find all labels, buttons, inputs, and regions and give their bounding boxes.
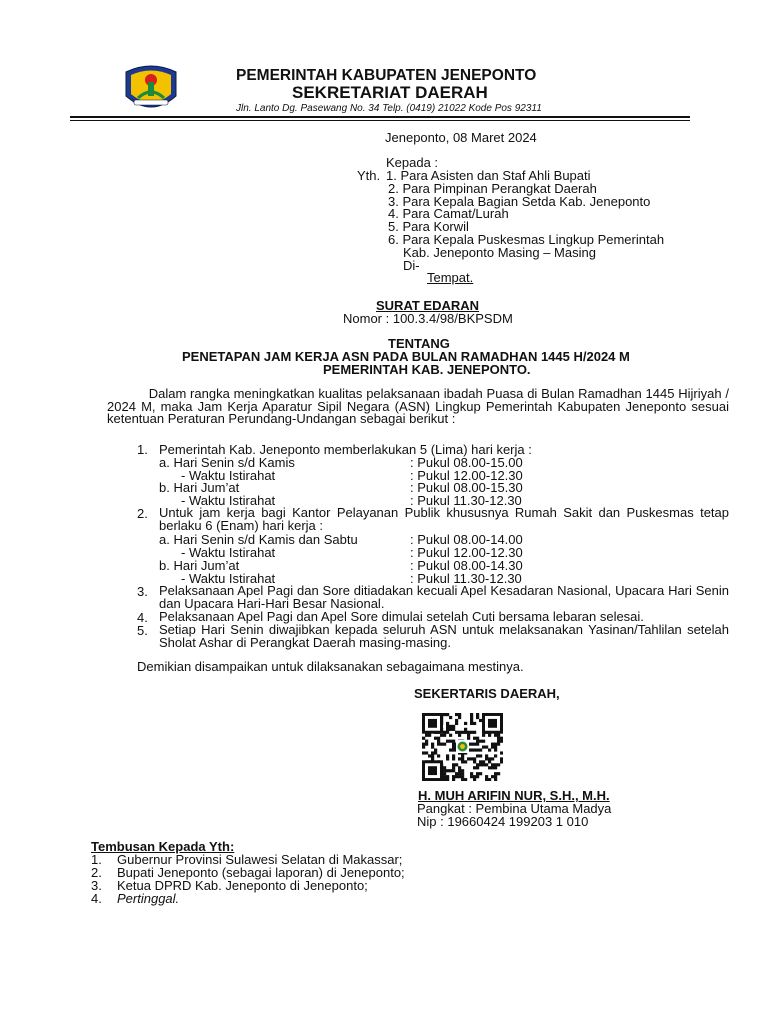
signature-title: SEKERTARIS DAERAH,: [414, 686, 560, 701]
point-text: Pelaksanaan Apel Pagi dan Apel Sore dimulai setelah Cuti bersama lebaran selesai.: [159, 609, 644, 624]
signatory-name: H. MUH ARIFIN NUR, S.H., M.H.: [418, 788, 610, 803]
schedule-time: : Pukul 08.00-14.00: [410, 532, 523, 547]
point-number: 1.: [137, 442, 148, 457]
recipient-item: 1. Para Asisten dan Staf Ahli Bupati: [386, 168, 591, 183]
recipient-item: 6. Para Kepala Puskesmas Lingkup Pemerintah: [388, 232, 665, 247]
point-number: 3.: [137, 584, 148, 599]
signatory-rank: Pangkat : Pembina Utama Madya: [417, 801, 612, 816]
letterhead-divider-thin: [70, 120, 690, 121]
schedule-time: : Pukul 12.00-12.30: [410, 468, 523, 483]
cc-item-text: Ketua DPRD Kab. Jeneponto di Jeneponto;: [117, 878, 368, 893]
schedule-label: a. Hari Senin s/d Kamis dan Sabtu: [159, 532, 358, 547]
schedule-time: : Pukul 11.30-12.30: [410, 493, 522, 508]
letterhead-divider-thick: [70, 116, 690, 118]
point-text: Untuk jam kerja bagi Kantor Pelayanan Publik khususnya Rumah Sakit dan Puskesmas tetap berlaku 6 (Enam) hari kerja :: [159, 505, 729, 533]
cc-item-text: Pertinggal.: [117, 891, 180, 906]
letter-about-label: TENTANG: [388, 336, 450, 351]
point-text: Setiap Hari Senin diwajibkan kepada seluruh ASN untuk melaksanakan Yasinan/Tahlilan setelah Sholat Ashar di Perangkat Daerah masing-masing.: [159, 622, 729, 650]
cc-item-number: 3.: [91, 878, 102, 893]
recipients-di: Di-: [403, 258, 420, 273]
schedule-label: a. Hari Senin s/d Kamis: [159, 455, 295, 470]
letterhead-government-name: PEMERINTAH KABUPATEN JENEPONTO: [236, 67, 537, 84]
recipient-item: 4. Para Camat/Lurah: [388, 206, 509, 221]
cc-item-number: 2.: [91, 865, 102, 880]
schedule-time: : Pukul 08.00-15.00: [410, 455, 523, 470]
schedule-label: b. Hari Jum’at: [159, 558, 240, 573]
point-number: 4.: [137, 610, 148, 625]
schedule-time: : Pukul 08.00-15.30: [410, 480, 523, 495]
recipients-kepada: Kepada :: [386, 155, 439, 170]
letter-subject-line1: PENETAPAN JAM KERJA ASN PADA BULAN RAMADHAN 1445 H/2024 M: [182, 349, 630, 364]
schedule-time: : Pukul 12.00-12.30: [410, 545, 523, 560]
point-number: 2.: [137, 506, 148, 521]
intro-paragraph: Dalam rangka meningkatkan kualitas pelaksanaan ibadah Puasa di Bulan Ramadhan 1445 Hijriyah / 2024 M, maka Jam Kerja Aparatur Sipil Negara (ASN) Lingkup Pemerintah Kabupaten Jeneponto sesuai ketentuan Peraturan Perundang-Undangan sebagai berikut :: [107, 386, 729, 427]
recipient-item: 5. Para Korwil: [388, 219, 469, 234]
schedule-time: : Pukul 08.00-14.30: [410, 558, 523, 573]
schedule-label: - Waktu Istirahat: [181, 468, 276, 483]
letter-number: Nomor : 100.3.4/98/BKPSDM: [343, 311, 513, 326]
cc-item-number: 1.: [91, 852, 102, 867]
schedule-label: - Waktu Istirahat: [181, 571, 276, 586]
schedule-label: b. Hari Jum’at: [159, 480, 240, 495]
cc-heading: Tembusan Kepada Yth:: [91, 839, 235, 854]
recipient-item: 2. Para Pimpinan Perangkat Daerah: [388, 181, 597, 196]
closing-sentence: Demikian disampaikan untuk dilaksanakan sebagaimana mestinya.: [137, 659, 524, 674]
cc-item-text: Bupati Jeneponto (sebagai laporan) di Jeneponto;: [117, 865, 405, 880]
letter-subject-line2: PEMERINTAH KAB. JENEPONTO.: [323, 362, 531, 377]
recipient-item-continuation: Kab. Jeneponto Masing – Masing: [403, 245, 596, 260]
jeneponto-regency-emblem-icon: [120, 62, 182, 114]
letter-type: SURAT EDARAN: [376, 298, 480, 313]
cc-item-number: 4.: [91, 891, 102, 906]
point-text: Pemerintah Kab. Jeneponto memberlakukan 5 (Lima) hari kerja :: [159, 442, 532, 457]
schedule-label: - Waktu Istirahat: [181, 493, 276, 508]
point-number: 5.: [137, 623, 148, 638]
letter-date: Jeneponto, 08 Maret 2024: [385, 130, 537, 145]
cc-item-text: Gubernur Provinsi Sulawesi Selatan di Makassar;: [117, 852, 403, 867]
letterhead-office-name: SEKRETARIAT DAERAH: [292, 83, 488, 102]
letterhead-address: Jln. Lanto Dg. Pasewang No. 34 Telp. (0419) 21022 Kode Pos 92311: [236, 103, 542, 114]
qr-code-signature-icon: [422, 713, 503, 781]
signatory-nip: Nip : 19660424 199203 1 010: [417, 814, 589, 829]
recipient-item: 3. Para Kepala Bagian Setda Kab. Jeneponto: [388, 194, 651, 209]
recipients-tempat: Tempat.: [427, 270, 474, 285]
schedule-label: - Waktu Istirahat: [181, 545, 276, 560]
point-text: Pelaksanaan Apel Pagi dan Sore ditiadakan kecuali Apel Kesadaran Nasional, Upacara Hari Senin dan Upacara Hari-Hari Besar Nasional.: [159, 583, 729, 611]
recipients-yth: Yth.: [357, 168, 381, 183]
schedule-time: : Pukul 11.30-12.30: [410, 571, 522, 586]
